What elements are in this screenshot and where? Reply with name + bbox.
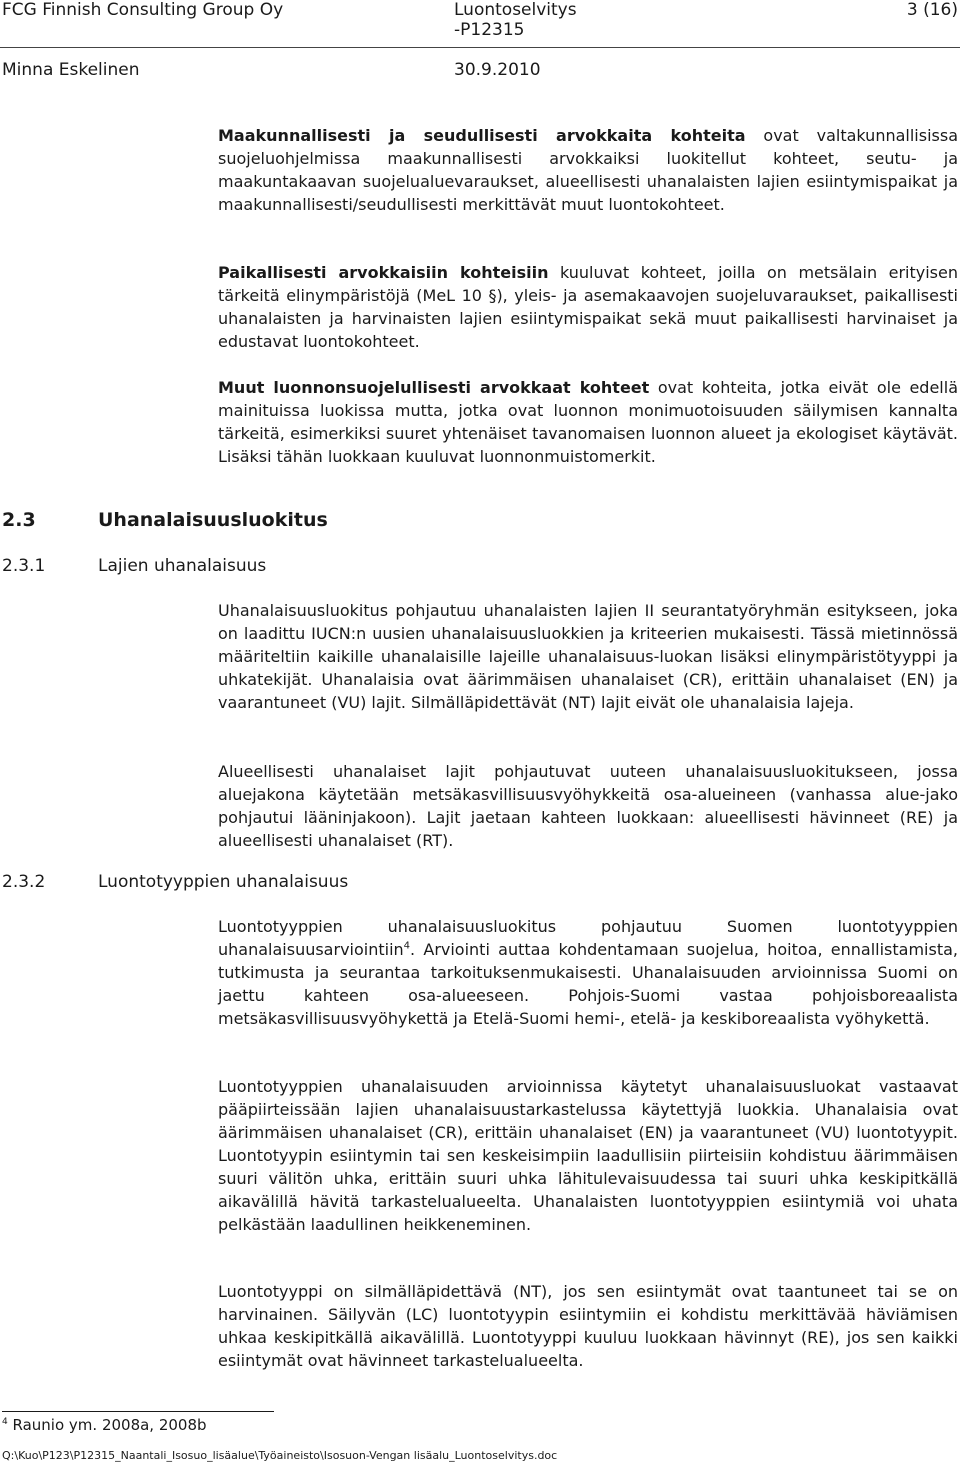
section-heading-2-3-2 <box>2 871 348 893</box>
paragraph-text: . Arviointi auttaa kohdentamaan suojelua, hoitoa, ennallistamista, tutkimusta ja seurantaa tarkoituksenmukaisesti. Uhanalaisuuden arvioinnissa Suomi on jaettu kahteen osa-alueeseen. Pohjois-Suomi vastaa pohjoisboreaalista metsäkasvillisuusvyöhykettä ja Etelä-Suomi hemi-, etelä- ja keskiboreaalista vyöhykettä. <box>218 940 958 1028</box>
page-number: 3 (16) <box>906 0 958 20</box>
author-name: Minna Eskelinen <box>2 60 140 80</box>
paragraph-text: Luontotyyppien uhanalaisuusluokitus pohjautuu Suomen luontotyyppien uhanalaisuusarviointiin <box>218 917 958 959</box>
paragraph-species-classification: Uhanalaisuusluokitus pohjautuu uhanalaisten lajien II seurantatyöryhmän esitykseen, joka on laadittu IUCN:n uusien uhanalaisuusluokkien ja kriteerien mukaisesti. Tässä mietinnössä määriteltiin kaikille uhanalaisille lajeille uhanalaisuus-luokan lisäksi elinympäristötyyppi ja uhkatekijät. Uhanalaisia ovat äärimmäisen uhanalaiset (CR), erittäin uhanalaiset (EN) ja vaarantuneet (VU) lajit. Silmälläpidettävät (NT) lajit eivät ole uhanalaisia lajeja. <box>218 601 958 712</box>
paragraph-lead: Muut luonnonsuojelullisesti arvokkaat kohteet <box>218 378 650 397</box>
section-title: Uhanalaisuusluokitus <box>98 509 328 531</box>
document-title: Luontoselvitys <box>454 0 577 20</box>
section-number: 2.3 <box>2 509 36 531</box>
paragraph-near-threatened: Luontotyyppi on silmälläpidettävä (NT), jos sen esiintymät ovat taantuneet tai se on harvinainen. Säilyvän (LC) luontotyypin esiintymiin ei kohdistu merkittävää häviämisen uhkaa keskipitkällä aikavälillä. Luontotyyppi kuuluu luokkaan hävinnyt (RE), jos sen kaikki esiintymät ovat hävinneet tarkastelualueelta. <box>218 1282 958 1370</box>
paragraph-regional-sites <box>218 124 958 216</box>
header-divider <box>0 47 960 48</box>
footnote-marker: 4 <box>2 1417 8 1427</box>
paragraph-body: ovat kohteita, jotka eivät ole edellä mainituissa luokissa mutta, jotka ovat luonnon monimuotoisuuden säilymisen kannalta tärkeitä, esimerkiksi suuret yhtenäiset tavanomaisen luonnon alueet ja ekologiset käytävät. Lisäksi tähän luokkaan kuuluvat luonnonmuistomerkit. <box>218 378 958 466</box>
paragraph-other-sites <box>218 376 958 468</box>
section-heading-2-3 <box>2 508 328 532</box>
paragraph-body: kuuluvat kohteet, joilla on metsälain erityisen tärkeitä elinympäristöjä (MeL 10 §), yleis- ja asemakaavojen suojeluvaraukset, paikallisesti uhanalaisten ja harvinaisten lajien esiintymispaikat sekä muut paikallisesti harvinaiset ja edustavat luontokohteet. <box>218 263 959 351</box>
footnote <box>2 1416 207 1434</box>
section-title: Luontotyyppien uhanalaisuus <box>98 872 349 892</box>
paragraph-regional-threat: Alueellisesti uhanalaiset lajit pohjautuvat uuteen uhanalaisuusluokitukseen, jossa aluejakona käytetään metsäkasvillisuusvyöhykkeitä osa-alueineen (vanhassa alue-jako pohjautui lääninjakoon). Lajit jaetaan kahteen luokkaan: alueellisesti hävinneet (RE) ja alueellisesti uhanalaiset (RT). <box>218 762 958 850</box>
paragraph-body: ovat valtakunnallisissa suojeluohjelmissa maakunnallisesti arvokkaiksi luokitellut kohteet, seutu- ja maakuntakaavan suojelualuevaraukset, alueellisesti uhanalaisten lajien esiintymispaikat ja maakunnallisesti/seudullisesti merkittävät muut luontokohteet. <box>218 126 958 214</box>
company-name: FCG Finnish Consulting Group Oy <box>2 0 284 20</box>
document-date: 30.9.2010 <box>454 60 541 80</box>
section-title: Lajien uhanalaisuus <box>98 556 267 576</box>
section-number: 2.3.1 <box>2 556 46 576</box>
file-path: Q:\Kuo\P123\P12315_Naantali_Isosuo_lisäalue\Työaineisto\Isosuon-Vengan lisäalu_Luontoselvitys.doc <box>2 1449 558 1462</box>
footnote-divider <box>2 1411 274 1412</box>
paragraph-habitat-categories: Luontotyyppien uhanalaisuuden arvioinnissa käytetyt uhanalaisuusluokat vastaavat pääpiirteissään lajien uhanalaisuustarkastelussa käytettyjä luokkia. Uhanalaisia ovat äärimmäisen uhanalaiset (CR), erittäin uhanalaiset (EN) ja vaarantuneet (VU) luontotyypit. Luontotyypin esiintymin tai sen keskeisimpiin laadullisiin piirteisiin kohdistuu äärimmäisen suuri välitön uhka, erittäin suuri uhka lähitulevaisuudessa tai suuri uhka keskipitkällä aikavälillä hävitä tarkastelualueelta. Uhanalaisten luontotyyppien esiintymiä voi uhata pelkästään laadullinen heikkeneminen. <box>218 1077 958 1234</box>
footnote-text: Raunio ym. 2008a, 2008b <box>7 1416 207 1434</box>
paragraph-lead: Maakunnallisesti ja seudullisesti arvokkaita kohteita <box>218 126 746 145</box>
paragraph-lead: Paikallisesti arvokkaisiin kohteisiin <box>218 263 549 282</box>
footnote-reference[interactable]: 4 <box>403 940 411 952</box>
paragraph-local-sites <box>218 261 958 353</box>
section-number: 2.3.2 <box>2 872 46 892</box>
paragraph-habitat-classification <box>218 915 958 1030</box>
section-heading-2-3-1 <box>2 555 266 577</box>
document-code: -P12315 <box>454 20 525 40</box>
